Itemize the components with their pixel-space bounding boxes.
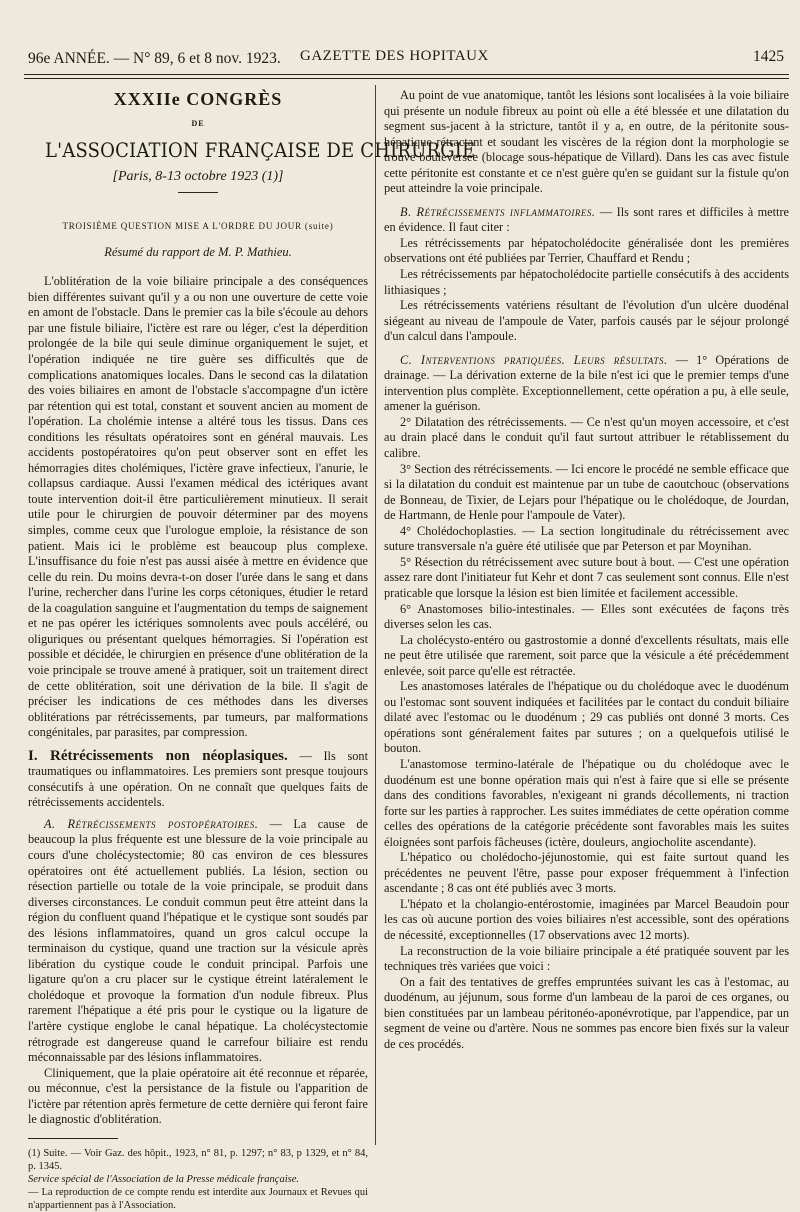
section-c-label: C. Interventions pratiquées. Leurs résultats. — [400, 352, 668, 367]
section-a-text: — La cause de beaucoup la plus fréquente est une blessure de la voie principale au cours d'une cholécystectomie; 80 cas environ de ces blessures opératoires ont été actuellement publiés. La lésion, section ou résection partielle ou totale de la voie principale, se produit dans diverses circonstances. Le conduit commun peut être atteint dans la région du confluent quand l'hépatique et le cystique sont soudés par des lésions inflammatoires, quand un gros calcul occupe la terminaison du cystique, quand une traction sur la vésicule après libération du cystique coude le conduit principal. Parfois une ligature qu'on a cru placer sur le cystique étreint latéralement le cholédoque et provoque la formation d'un nodule fibreux. Plus rarement l'hépatique a été pris pour le cystique ou la ligature de l'artère cystique englobe le canal hépatique. La cholécystectomie rétrograde est dangereuse quand le carrefour biliaire est rendu méconnaissable par des lésions inflammatoires. — [28, 816, 368, 1065]
c11-paragraph: L'hépato et la cholangio-entérostomie, imaginées par Marcel Beaudoin pour les cas où aucune portion des voies biliaires n'est accessible, sont des opérations de nécessité, exceptionnelles (17 observations avec 12 morts). — [384, 896, 789, 942]
c3-paragraph: 3° Section des rétrécissements. — Ici encore le procédé ne semble efficace que si la dilatation du conduit est maintenue par un tube de caoutchouc (observations de Bonneau, de Tixier, de Lejars pour l'hépatique ou le cholédoque, de Jourdan, de Hartmann, de Henle pour l'ampoule de Vater). — [384, 461, 789, 523]
section-a-label: A. Rétrécissements postopératoires. — [44, 816, 259, 831]
journal-title: GAZETTE DES HOPITAUX — [300, 48, 489, 64]
c2-paragraph: 2° Dilatation des rétrécissements. — Ce n'est qu'un moyen accessoire, et c'est au drain placé dans le conduit qu'il faut surtout attribuer le rétablissement du calibre. — [384, 414, 789, 461]
running-header — [28, 44, 784, 72]
section-i-text: — Ils sont traumatiques ou inflammatoires. Les premiers sont presque toujours consécutifs à une opération. On ne connaît que quelques faits de rétrécissements accidentels. — [28, 748, 368, 810]
page-number: 1425 — [753, 48, 784, 65]
left-column — [28, 88, 476, 1212]
section-i-heading: I. Rétrécissements non néoplasiques. — [28, 747, 288, 764]
section-b-label: B. Rétrécissements inflammatoires. — [400, 204, 596, 219]
c8-paragraph: Les anastomoses latérales de l'hépatique ou du cholédoque avec le duodénum ou l'estomac sont souvent indiquées et facilitées par le contact du conduit biliaire dilaté avec l'estomac ou le duodénum ; 29 cas publiés ont donné 3 morts. Ces opérations sont généralement faites par sutures ; on a quelquefois utilisé le bouton. — [384, 679, 789, 756]
c4-paragraph: 4° Cholédochoplasties. — La section longitudinale du rétrécissement avec suture transversale n'a guère été utilisée que par Peterson et par Moynihan. — [384, 523, 789, 554]
congress-de: DE — [191, 118, 205, 128]
section-b-text: — Ils sont rares et difficiles à mettre en évidence. Il faut citer : — [384, 204, 790, 235]
congress-title: XXXIIe CONGRÈS — [113, 89, 283, 109]
footnote — [28, 1147, 368, 1212]
question-heading: TROISIÈME QUESTION MISE A L'ORDRE DU JOUR (suite) — [62, 221, 334, 232]
header-rule-bottom — [24, 78, 789, 79]
header-rule-top — [24, 74, 789, 75]
section-c-paragraph — [384, 353, 789, 415]
anatomy-paragraph: Au point de vue anatomique, tantôt les lésions sont localisées à la voie biliaire qui présente un nodule fibreux au point où elle a été blessée et une dilatation du segment sus-jacent à la stricture, tantôt il y a, en outre, de la péritonite sous-hépatique rétractant et soudant les viscères de la région dont la morphologie se trouve bouleversée (blocage sous-hépatique de Villard). Dans les cas avec fistule cette péritonite est constante et ce n'est guère qu'en se guidant sur la fistule qu'on peut atteindre la voie principale. — [384, 88, 789, 196]
section-a-paragraph — [28, 817, 368, 1066]
b3-paragraph: Les rétrécissements vatériens résultant de l'évolution d'un ulcère duodénal siégeant au niveau de l'ampoule de Vater, parfois causés par le séjour prolongé d'un calcul dans l'ampoule. — [384, 298, 789, 344]
intro-paragraph: L'oblitération de la voie biliaire principale a des conséquences bien différentes suivant qu'il y a ou non une ouverture de cette voie en amont de l'obstacle. Dans le premier cas la bile s'écoule au dehors par une fistule biliaire, l'ictère est rare ou léger, c'est la déperdition prolongée de la bile qui seule diminue organiquement le sujet, et l'opération indiquée ne tire guère ses difficultés que de complications anatomiques locales. Dans le second cas la dilatation des voies biliaires en amont de l'obstacle s'accompagne d'un ictère par rétention qui est total, constant et souvent ancien au moment de l'opération. La cholémie intense a altéré tous les tissus. Dans ces conditions les résultats opératoires sont en général mauvais. Les accidents postopératoires qu'on peut observer sont en effet les hémorragies dites cholémiques, l'ictère grave infectieux, l'anurie, le collapsus cardiaque. Aussi l'examen médical des ictériques avant toute intervention doit-il être particulièrement minutieux. Il serait utile pour le chirurgien de pouvoir déterminer par des moyens simples, comme ceux que l'urologue emploie, la résistance de son patient. Mais ici le problème est beaucoup plus complexe. L'insuffisance du foie n'est pas aussi aisée à mettre en évidence que celle du rein. Du moins devra-t-on doser l'urée dans le sang et dans l'urine, rechercher dans l'urine les corps cétoniques, étudier le retard de la coagulation sanguine et l'augmentation du temps de saignement et ne pas opérer les ictériques somnolents avec pouls accéléré, ou oliguriques ou présentant quelques hémorragies. Si l'opération est possible et décidée, le chirurgien en présence d'une oblitération de la voie principale se trouve amené à pratiquer, soit un traitement direct de cette oblitération, soit une dérivation de la bile. Il s'agit de préciser les indications de ces méthodes dans les diverses oblitérations par rétrécissements, par tumeurs, par malformations congénitales, par parasites, par compression. — [28, 274, 368, 740]
section-i-paragraph — [28, 749, 368, 811]
footnote-rule — [28, 1138, 118, 1139]
association-title: L'ASSOCIATION FRANÇAISE DE CHIRURGIE — [45, 138, 476, 163]
report-summary-title: Résumé du rapport de M. P. Mathieu. — [104, 244, 292, 259]
c6-paragraph: 6° Anastomoses bilio-intestinales. — Elles sont exécutées de façons très diverses selon les cas. — [384, 601, 789, 632]
column-divider — [375, 85, 376, 1145]
right-column — [384, 88, 789, 1052]
footnote-service: Service spécial de l'Association de la Presse médicale française. — [28, 1173, 299, 1185]
c9-paragraph: L'anastomose termino-latérale de l'hépatique ou du cholédoque avec le duodénum est une bonne opération mais qui n'est à faire que si elle se présente dans des conditions favorables, n'exigeant ni grands décollements, ni traction forte sur les parties à rapprocher. Les suites immédiates de cette opération comme celles des opérations de la catégorie précédente sont favorables mais les suites éloignées sont parfois fâcheuses (ictère, douleurs, angiocholite ascendante). — [384, 756, 789, 849]
c12-paragraph: La reconstruction de la voie biliaire principale a été pratiquée souvent par les techniques très variées que voici : — [384, 943, 789, 974]
congress-dates: [Paris, 8-13 octobre 1923 (1)] — [112, 168, 284, 184]
footnote-ref: (1) Suite. — Voir Gaz. des hôpit., 1923, n° 81, p. 1297; n° 83, p 1329, et n° 84, p. 1345. — [28, 1147, 368, 1172]
b2-paragraph: Les rétrécissements par hépatocholédocite partielle consécutifs à des accidents lithiasiques ; — [384, 267, 789, 297]
c7-paragraph: La cholécysto-entéro ou gastrostomie a donné d'excellents résultats, mais elle ne peut être utilisée que rarement, soit parce que la vésicule a été précédemment enlevée, soit parce qu'elle est rétractée. — [384, 632, 789, 678]
c13-paragraph: On a fait des tentatives de greffes empruntées suivant les cas à l'estomac, au duodénum, au jéjunum, sous forme d'un lambeau de la paroi de ces organes, ou bien constituées par un lambeau péritonéo-aponévrotique, par l'appendice, par un segment de veine ou d'artère. Nous ne sommes pas encore bien fixés sur la valeur de ces procédés. — [384, 974, 789, 1051]
section-c-text: — 1° Opérations de drainage. — La dérivation externe de la bile n'est ici que le premier temps d'une intervention plus complète. Exceptionnellement, cette opération a pu, à elle seule, amener la guérison. — [384, 352, 789, 414]
c5-paragraph: 5° Résection du rétrécissement avec suture bout à bout. — C'est une opération assez rare dont l'initiateur fut Kehr et dont 7 cas seulement sont connus. Elle n'est praticable que lorsque la lésion est bien limitée et facilement accessible. — [384, 554, 789, 600]
c10-paragraph: L'hépatico ou cholédocho-jéjunostomie, qui est faite surtout quand les précédentes ne peuvent l'être, passe pour exposer fréquemment à l'infection ascendante ; 8 cas ont été publiés avec 3 morts. — [384, 850, 789, 896]
title-rule — [178, 192, 218, 193]
b1-paragraph: Les rétrécissements par hépatocholédocite généralisée dont les premières observations ont été publiées par Terrier, Chauffard et Rendu ; — [384, 235, 789, 266]
clinique-paragraph: Cliniquement, que la plaie opératoire ait été reconnue et réparée, ou méconnue, c'est la persistance de la fistule ou l'apparition de l'ictère par rétention après fermeture de cette dernière qui feront faire le diagnostic d'oblitération. — [28, 1065, 368, 1127]
section-b-paragraph — [384, 205, 789, 236]
issue-info: 96e ANNÉE. — N° 89, 6 et 8 nov. 1923. — [28, 50, 281, 67]
footnote-copyright: — La reproduction de ce compte rendu est interdite aux Journaux et Revues qui n'appartiennent pas à l'Association. — [28, 1186, 368, 1211]
